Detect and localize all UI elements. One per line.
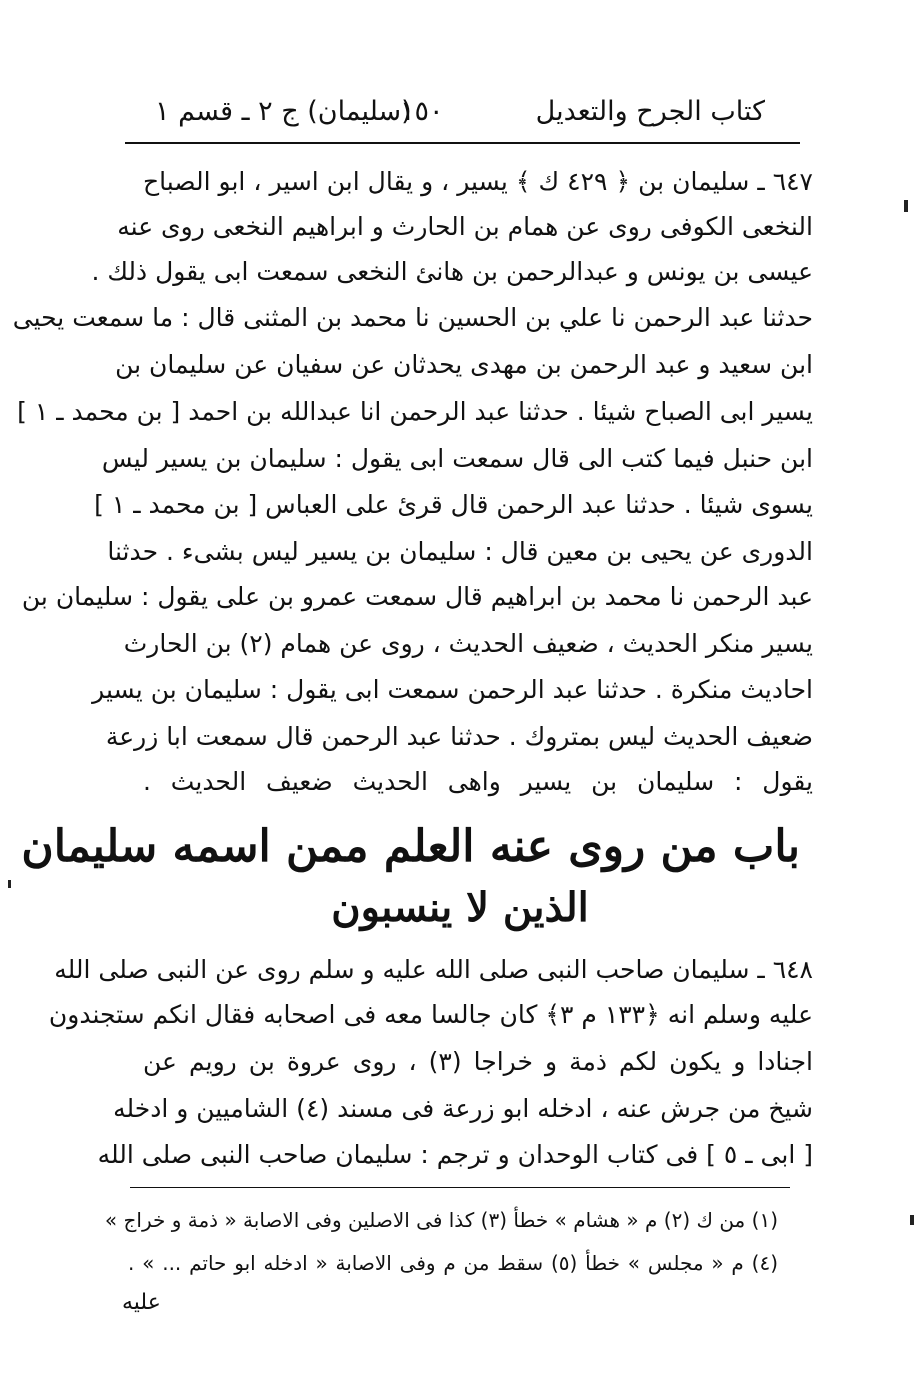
section-heading-line1: باب من روى عنه العلم ممن اسمه سليمان [21,821,800,872]
text-line: ابن سعيد و عبد الرحمن بن مهدى يحدثان عن سفيان عن سليمان بن [115,350,813,379]
footnote-line: (١) من ك (٢) م « هشام » خطأ (٣) كذا فى الاصلين وفى الاصابة « ذمة و خراج » [104,1208,778,1232]
page-number: ١٥٠ [400,96,444,127]
text-line: ضعيف الحديث ليس بمتروك . حدثنا عبد الرحمن قال سمعت ابا زرعة [105,722,813,751]
text-line: يسير منكر الحديث ، ضعيف الحديث ، روى عن همام (٢) بن الحارث [123,629,813,658]
footnote-line: (٤) م « مجلس » خطأ (٥) سقط من م وفى الاصابة « ادخله ابو حاتم ... » . [128,1251,778,1275]
text-line: اجنادا و يكون لكم ذمة و خراجا (٣) ، روى عروة بن رويم عن [143,1047,813,1076]
section-heading-line2: الذين لا ينسبون [331,884,589,931]
text-line: عليه وسلم انه ﴿١٣٣ م ٣﴾ كان جالسا معه فى اصحابه فقال انكم ستجندون [48,1000,813,1029]
text-line: ابن حنبل فيما كتب الى قال سمعت ابى يقول : سليمان بن يسير ليس [101,444,813,473]
scan-mark [910,1215,914,1225]
volume-part: (سليمان) ج ٢ ـ قسم ١ [155,96,412,127]
text-line: عيسى بن يونس و عبدالرحمن بن هانئ النخعى سمعت ابى يقول ذلك . [91,257,813,286]
running-header [145,92,785,132]
text-line: يقول : سليمان بن يسير واهى الحديث ضعيف الحديث . [143,767,813,796]
text-line: يسوى شيئا . حدثنا عبد الرحمن قال قرئ على العباس [ بن محمد ـ ١ ] [94,490,813,519]
header-rule [125,142,800,144]
footnote-rule [130,1187,790,1188]
text-line: النخعى الكوفى روى عن همام بن الحارث و ابراهيم النخعى روى عنه [117,212,813,241]
text-line: الدورى عن يحيى بن معين قال : سليمان بن يسير ليس بشىء . حدثنا [107,537,813,566]
scan-mark [904,200,908,212]
text-line: شيخ من جرش عنه ، ادخله ابو زرعة فى مسند (٤) الشاميين و ادخله [113,1094,813,1123]
scan-mark [8,880,11,888]
text-line: ٦٤٨ ـ سليمان صاحب النبى صلى الله عليه و سلم روى عن النبى صلى الله [54,955,813,984]
text-line: [ ابى ـ ٥ ] فى كتاب الوحدان و ترجم : سليمان صاحب النبى صلى الله [97,1140,813,1169]
text-line: يسير ابى الصباح شيئا . حدثنا عبد الرحمن انا عبدالله بن احمد [ بن محمد ـ ١ ] [17,397,813,426]
text-line: ٦٤٧ ـ سليمان بن ﴿ ٤٢٩ ك ﴾ يسير ، و يقال ابن اسير ، ابو الصباح [143,167,813,196]
catchword: عليه [122,1290,161,1315]
text-line: عبد الرحمن نا محمد بن ابراهيم قال سمعت عمرو بن على يقول : سليمان بن [21,582,813,611]
text-line: احاديث منكرة . حدثنا عبد الرحمن سمعت ابى يقول : سليمان بن يسير [92,675,813,704]
text-line: حدثنا عبد الرحمن نا علي بن الحسين نا محمد بن المثنى قال : ما سمعت يحيى [12,303,813,332]
book-title: كتاب الجرح والتعديل [535,96,765,127]
